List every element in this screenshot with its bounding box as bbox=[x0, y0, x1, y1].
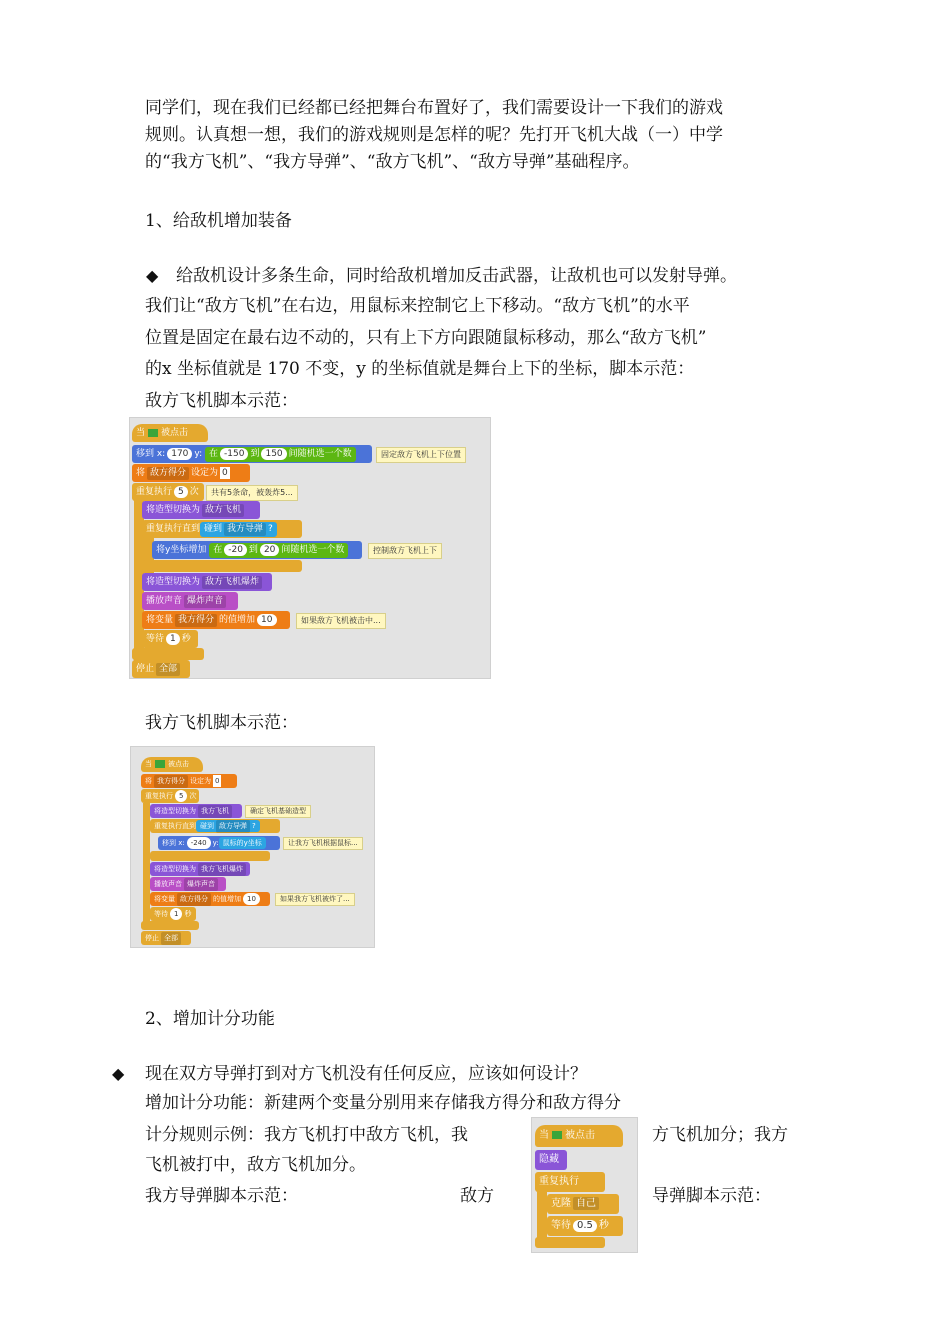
repeat-c-bar bbox=[143, 803, 150, 925]
goto-xy-block: 移到 x: -240 y: 鼠标的y坐标 bbox=[158, 836, 280, 850]
when-flag-hat: 当 被点击 bbox=[132, 424, 208, 442]
stop-block: 停止 全部 bbox=[132, 660, 190, 678]
switch-costume-block: 将造型切换为 敌方飞机爆炸 bbox=[142, 573, 272, 591]
clone-block: 克隆 自己 bbox=[547, 1194, 619, 1214]
green-flag-icon bbox=[155, 760, 165, 768]
when-flag-hat: 当 被点击 bbox=[141, 757, 203, 772]
repeat-end-cap bbox=[141, 921, 199, 930]
comment-note: 如果我方飞机被炸了... bbox=[275, 893, 355, 906]
wait-block: 等待 0.5 秒 bbox=[547, 1216, 623, 1236]
section1-heading: 1、给敌机增加装备 bbox=[145, 211, 292, 231]
player-script-panel bbox=[130, 746, 375, 948]
wait-block: 等待 1 秒 bbox=[142, 630, 198, 648]
hide-block: 隐藏 bbox=[535, 1150, 567, 1170]
caption-player-script: 我方飞机脚本示范： bbox=[145, 713, 298, 733]
green-flag-icon bbox=[552, 1131, 562, 1139]
wait-block: 等待 1 秒 bbox=[150, 907, 196, 921]
until-end-cap bbox=[150, 851, 270, 861]
repeat-block: 重复执行 5 次 bbox=[141, 789, 199, 803]
section2-line-4: 飞机被打中，敌方飞机加分。 bbox=[145, 1155, 366, 1175]
section2-line-3b: 方飞机加分；我方 bbox=[652, 1125, 788, 1145]
caption-enemy-missile-script: 导弹脚本示范： bbox=[652, 1186, 771, 1206]
section1-line-2: 我们让“敌方飞机”在右边，用鼠标来控制它上下移动。“敌方飞机”的水平 bbox=[145, 296, 690, 316]
intro-line-2: 规则。认真想一想，我们的游戏规则是怎样的呢？先打开飞机大战（一）中学 bbox=[145, 125, 723, 145]
repeat-block: 重复执行 5 次 bbox=[132, 483, 204, 501]
section1-line-3: 位置是固定在最右边不动的，只有上下方向跟随鼠标移动，那么“敌方飞机” bbox=[145, 328, 707, 348]
forever-c-bar bbox=[537, 1190, 547, 1240]
green-flag-icon bbox=[148, 429, 158, 437]
set-variable-block: 将 敌方得分 设定为 0 bbox=[132, 464, 250, 482]
caption-enemy-script: 敌方飞机脚本示范： bbox=[145, 391, 298, 411]
touching-block: 碰到 敌方导弹 ? bbox=[196, 820, 260, 832]
section2-line-2: 增加计分功能：新建两个变量分别用来存储我方得分和敌方得分 bbox=[145, 1093, 621, 1113]
switch-costume-block: 将造型切换为 我方飞机爆炸 bbox=[150, 862, 250, 876]
intro-line-3: 的“我方飞机”、“我方导弹”、“敌方飞机”、“敌方导弹”基础程序。 bbox=[145, 152, 640, 172]
play-sound-block: 播放声音 爆炸声音 bbox=[142, 592, 238, 610]
section2-heading: 2、增加计分功能 bbox=[145, 1009, 275, 1029]
touching-block: 碰到 我方导弹 ? bbox=[200, 522, 277, 537]
set-variable-block: 将 我方得分 设定为 0 bbox=[141, 774, 237, 788]
repeat-end-cap bbox=[132, 648, 204, 660]
caption-missile-script: 我方导弹脚本示范： bbox=[145, 1186, 298, 1206]
change-variable-block: 将变量 我方得分 的值增加 10 bbox=[142, 611, 290, 629]
change-y-block: 将y坐标增加 在 -20 到 20 间随机选一个数 bbox=[152, 541, 362, 559]
goto-xy-block: 移到 x: 170 y: 在 -150 到 150 间随机选一个数 bbox=[132, 445, 372, 463]
comment-note: 如果敌方飞机被击中... bbox=[296, 613, 386, 629]
intro-line-1: 同学们，现在我们已经都已经把舞台布置好了，我们需要设计一下我们的游戏 bbox=[145, 98, 723, 118]
comment-note: 固定敌方飞机上下位置 bbox=[376, 447, 466, 463]
comment-note: 确定飞机基础造型 bbox=[245, 805, 311, 818]
repeat-until-block: 重复执行直到 碰到 我方导弹 ? bbox=[142, 520, 302, 538]
pick-random-block: 在 -150 到 150 间随机选一个数 bbox=[205, 447, 356, 462]
play-sound-block: 播放声音 爆炸声音 bbox=[150, 877, 226, 891]
stop-block: 停止 全部 bbox=[141, 931, 191, 945]
section2-line-3a: 计分规则示例：我方飞机打中敌方飞机，我 bbox=[145, 1125, 468, 1145]
pick-random-block: 在 -20 到 20 间随机选一个数 bbox=[209, 543, 348, 558]
section1-line-4: 的x 坐标值就是 170 不变，y 的坐标值就是舞台上下的坐标，脚本示范： bbox=[145, 359, 695, 379]
change-variable-block: 将变量 敌方得分 的值增加 10 bbox=[150, 892, 270, 906]
forever-end-cap bbox=[535, 1237, 605, 1248]
forever-block: 重复执行 bbox=[535, 1172, 605, 1192]
section2-line-5b: 敌方 bbox=[460, 1186, 494, 1206]
mouse-y-block: 鼠标的y坐标 bbox=[219, 837, 266, 849]
switch-costume-block: 将造型切换为 我方飞机 bbox=[150, 804, 242, 818]
comment-note: 控制敌方飞机上下 bbox=[368, 543, 442, 559]
enemy-script-panel bbox=[129, 417, 491, 679]
bullet-diamond: ◆ bbox=[146, 266, 159, 285]
missile-script-panel bbox=[531, 1117, 638, 1253]
comment-note: 让我方飞机根据鼠标... bbox=[283, 837, 363, 850]
switch-costume-block: 将造型切换为 敌方飞机 bbox=[142, 501, 260, 519]
section2-line-1: 现在双方导弹打到对方飞机没有任何反应，应该如何设计？ bbox=[145, 1064, 587, 1084]
until-end-cap bbox=[142, 560, 302, 572]
when-flag-hat: 当 被点击 bbox=[535, 1125, 623, 1147]
repeat-until-block: 重复执行直到 碰到 敌方导弹 ? bbox=[150, 819, 280, 833]
bullet-diamond: ◆ bbox=[112, 1064, 125, 1083]
section1-line-1: 给敌机设计多条生命，同时给敌机增加反击武器，让敌机也可以发射导弹。 bbox=[176, 266, 737, 286]
comment-note: 共有5条命，被轰炸5... bbox=[206, 485, 298, 501]
